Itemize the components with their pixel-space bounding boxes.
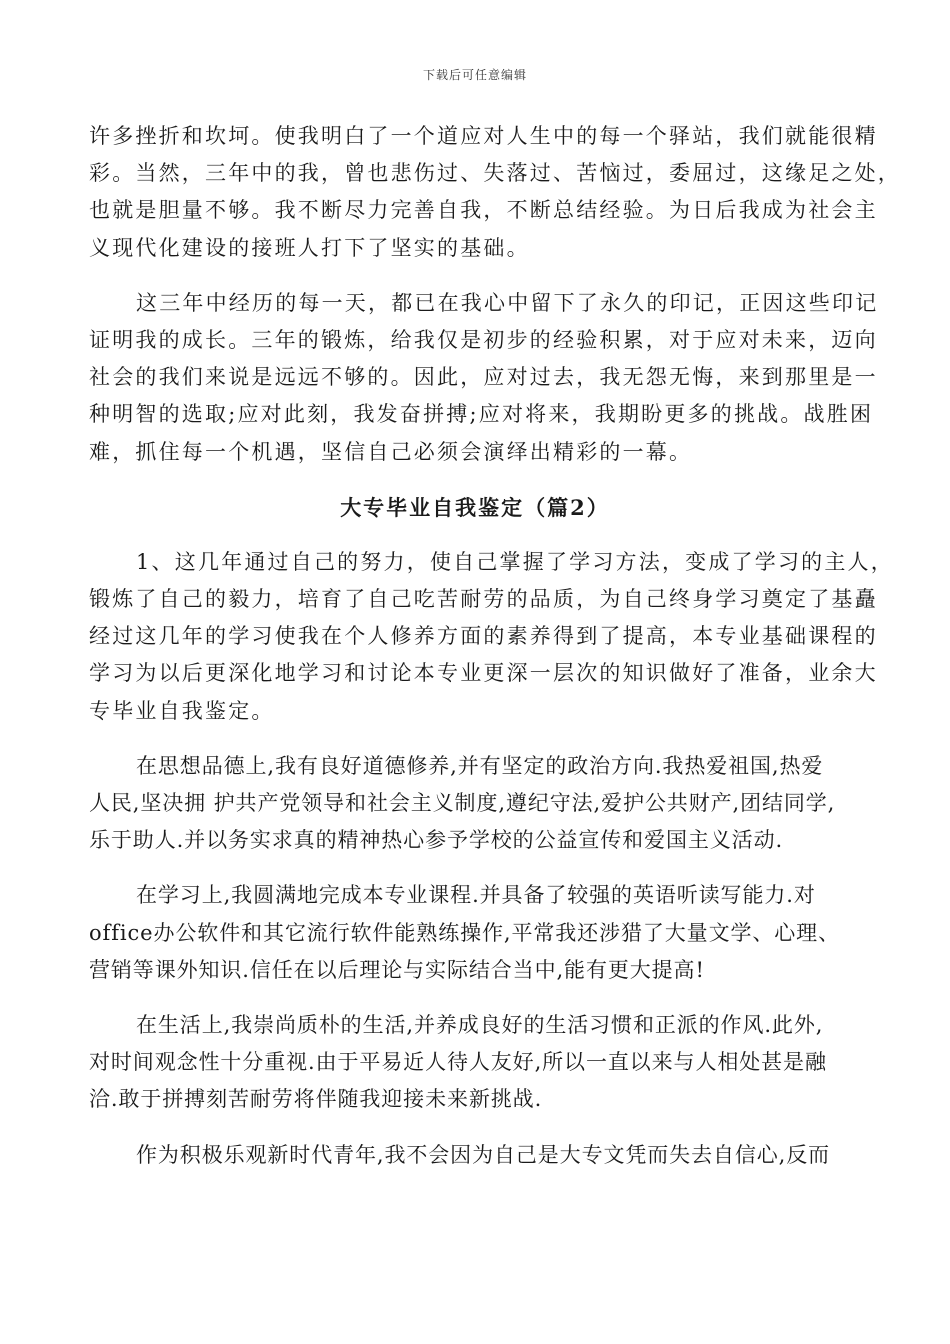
paragraph xyxy=(89,544,894,730)
text-line: 对时间观念性十分重视.由于平易近人待人友好,所以一直以来与人相处甚是融 xyxy=(89,1050,827,1075)
paragraph xyxy=(89,877,861,989)
paragraph xyxy=(89,748,861,860)
section-title: 大专毕业自我鉴定（篇2） xyxy=(340,494,610,520)
paragraph xyxy=(89,285,879,471)
text-line: 经过这几年的学习使我在个人修养方面的素养得到了提高，本专业基础课程的 xyxy=(89,624,878,649)
text-line: 种明智的选取;应对此刻，我发奋拼搏;应对将来，我期盼更多的挑战。战胜困 xyxy=(89,402,874,427)
text-line: 在思想品德上,我有良好道德修养,并有坚定的政治方向.我热爱祖国,热爱 xyxy=(136,753,824,778)
text-line: 乐于助人.并以务实求真的精神热心参予学校的公益宣传和爱国主义活动. xyxy=(89,828,784,853)
text-line: 学习为以后更深化地学习和讨论本专业更深一层次的知识做好了准备，业余大 xyxy=(89,661,878,686)
paragraph xyxy=(89,1137,861,1174)
text-line: office办公软件和其它流行软件能熟练操作,平常我还涉猎了大量文学、心理、 xyxy=(89,920,840,945)
text-line: 社会的我们来说是远远不够的。因此，应对过去，我无怨无悔，来到那里是一 xyxy=(89,365,878,390)
text-line: 1、这几年通过自己的努力，使自己掌握了学习方法，变成了学习的主人， xyxy=(136,549,894,574)
text-line: 义现代化建设的接班人打下了坚实的基础。 xyxy=(89,235,530,260)
paragraph xyxy=(89,1007,861,1119)
text-line: 营销等课外知识.信任在以后理论与实际结合当中,能有更大提高! xyxy=(89,957,705,982)
document-body xyxy=(89,118,901,1192)
text-line: 在学习上,我圆满地完成本专业课程.并具备了较强的英语听读写能力.对 xyxy=(136,883,816,908)
text-line: 人民,坚决拥 护共产党领导和社会主义制度,遵纪守法,爱护公共财产,团结同学, xyxy=(89,791,836,816)
text-line: 难，抓住每一个机遇，坚信自己必须会演绎出精彩的一幕。 xyxy=(89,439,693,464)
text-line: 证明我的成长。三年的锻炼，给我仅是初步的经验积累，对于应对未来，迈向 xyxy=(89,328,878,353)
text-line: 专毕业自我鉴定。 xyxy=(89,698,275,723)
text-line: 洽.敢于拼搏刻苦耐劳将伴随我迎接未来新挑战. xyxy=(89,1087,543,1112)
text-line: 许多挫折和坎坷。使我明白了一个道应对人生中的每一个驿站，我们就能很精 xyxy=(89,124,878,148)
text-line: 锻炼了自己的毅力，培育了自己吃苦耐劳的品质，为自己终身学习奠定了基矗 xyxy=(89,587,878,612)
paragraph xyxy=(89,118,901,267)
text-line: 彩。当然，三年中的我，曾也悲伤过、失落过、苦恼过，委屈过，这缘足之处， xyxy=(89,161,901,186)
text-line: 这三年中经历的每一天，都已在我心中留下了永久的印记，正因这些印记 xyxy=(136,290,879,315)
text-line: 也就是胆量不够。我不断尽力完善自我，不断总结经验。为日后我成为社会主 xyxy=(89,198,878,223)
text-line: 作为积极乐观新时代青年,我不会因为自己是大专文凭而失去自信心,反而 xyxy=(136,1142,831,1167)
page-header: 下载后可任意编辑 xyxy=(422,68,527,82)
text-line: 在生活上,我崇尚质朴的生活,并养成良好的生活习惯和正派的作风.此外, xyxy=(136,1013,824,1038)
